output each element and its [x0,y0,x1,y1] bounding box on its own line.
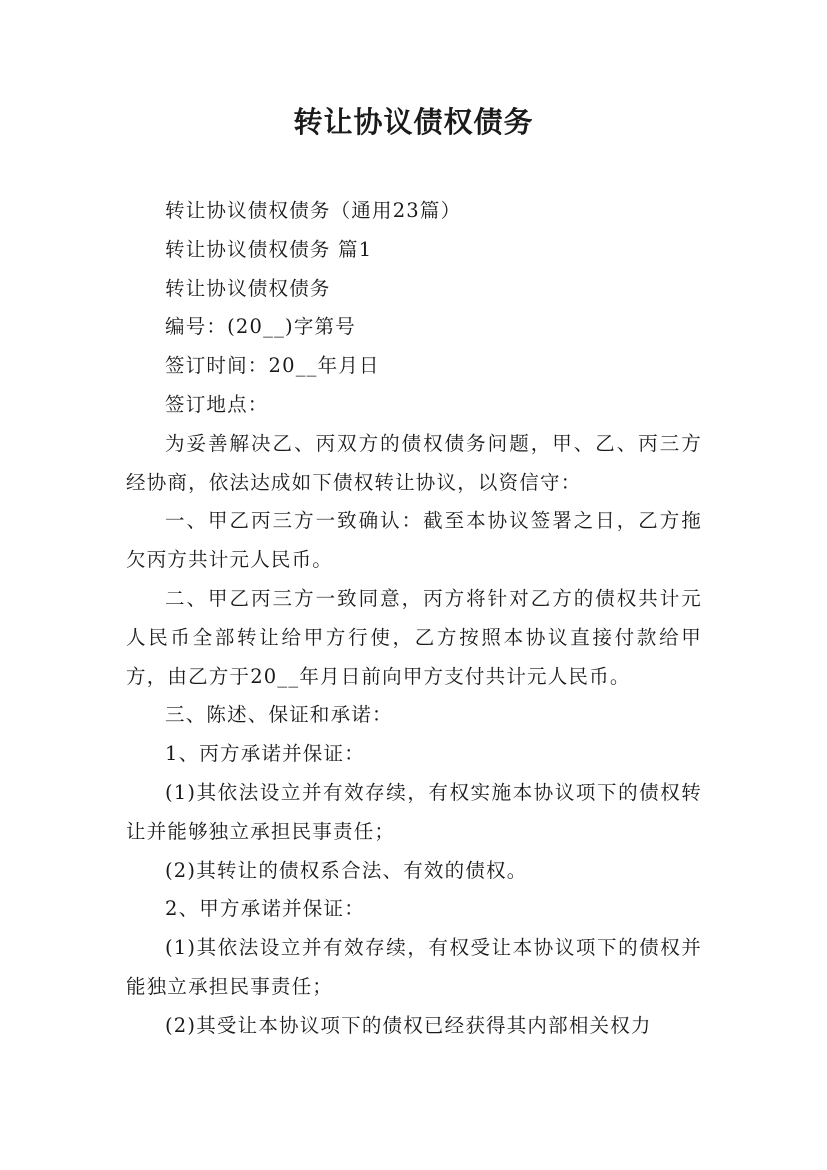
paragraph-signing-place: 签订地点： [165,392,269,416]
paragraph-clause-2: 二、甲乙丙三方一致同意，丙方将针对乙方的债权共计元人民币全部转让给甲方行使，乙方按照本协议直接付款给甲方，由乙方于20__年月日前向甲方支付共计元人民币。 [126,586,702,688]
paragraph-subtitle: 转让协议债权债务（通用23篇） [165,199,462,222]
paragraph-party-c-item-1: (1)其依法设立并有效存续，有权实施本协议项下的债权转让并能够独立承担民事责任； [126,780,702,843]
paragraph-agreement-title: 转让协议债权债务 [165,276,331,300]
paragraph-party-c-promise: 1、丙方承诺并保证： [165,742,365,766]
paragraph-party-c-item-2: (2)其转让的债权系合法、有效的债权。 [165,858,528,882]
paragraph-clause-3: 三、陈述、保证和承诺： [165,703,393,727]
document-title: 转让协议债权债务 [293,105,534,139]
paragraph-party-a-item-2: (2)其受让本协议项下的债权已经获得其内部相关权力 [165,1013,652,1037]
paragraph-preamble: 为妥善解决乙、丙双方的债权债务问题，甲、乙、丙三方经协商，依法达成如下债权转让协议，以资信守： [126,431,702,494]
document-body [126,192,702,1046]
paragraph-clause-1: 一、甲乙丙三方一致确认：截至本协议签署之日，乙方拖欠丙方共计元人民币。 [126,509,702,572]
paragraph-party-a-item-1: (1)其依法设立并有效存续，有权受让本协议项下的债权并能独立承担民事责任； [126,936,702,998]
paragraph-party-a-promise: 2、甲方承诺并保证： [165,897,365,921]
paragraph-section-heading: 转让协议债权债务 篇1 [165,237,373,261]
paragraph-signing-time: 签订时间：20__年月日 [165,354,380,378]
paragraph-number: 编号：(20__)字第号 [165,315,356,339]
